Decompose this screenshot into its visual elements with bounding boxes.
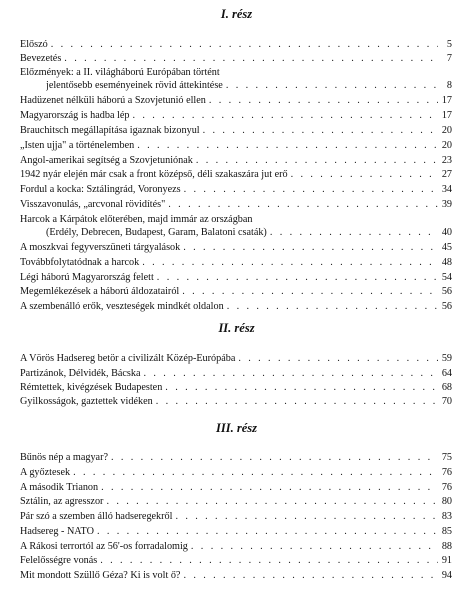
part3-title: III. rész [216, 421, 257, 435]
toc-entry [20, 481, 452, 494]
entry-page: 23 [441, 155, 452, 166]
entry-page: 91 [441, 555, 452, 566]
toc-entry [20, 256, 452, 269]
entry-page: 17 [441, 110, 452, 121]
toc-entry [20, 569, 452, 582]
toc-entry [20, 510, 452, 523]
toc-entry [20, 198, 452, 211]
entry-page: 45 [441, 242, 452, 253]
entry-page: 68 [441, 382, 452, 393]
toc-entry [20, 525, 452, 538]
entry-page: 85 [441, 526, 452, 537]
entry-page: 8 [446, 80, 452, 91]
toc-entry [20, 241, 452, 254]
toc-entry [20, 271, 452, 284]
entry-page: 83 [441, 511, 452, 522]
toc-entry [20, 124, 452, 137]
entry-title: Visszavonulás, „arcvonal rövidítés" [20, 199, 166, 210]
toc-entry [20, 168, 452, 181]
toc-entry [20, 300, 452, 313]
entry-title: A Vörös Hadsereg betör a civilizált Közép-Európába [20, 353, 236, 364]
entry-title: Pár szó a szemben álló hadseregekről [20, 511, 173, 522]
entry-page: 20 [441, 125, 452, 136]
entry-page: 7 [446, 53, 452, 64]
toc-entry [20, 285, 452, 298]
entry-title: Brauchitsch megállapítása igaznak bizonyul [20, 125, 200, 136]
entry-title: Felelősségre vonás [20, 555, 98, 566]
entry-page: 75 [441, 452, 452, 463]
entry-title: A szembenálló erők, veszteségek mindkét oldalon [20, 301, 224, 312]
entry-title: A második Trianon [20, 482, 99, 493]
toc-entry [46, 226, 452, 239]
entry-title: Gyilkosságok, gaztettek vidéken [20, 396, 153, 407]
entry-page: 48 [441, 257, 452, 268]
toc-entry [20, 466, 452, 479]
toc-entry [46, 79, 452, 92]
entry-page: 54 [441, 272, 452, 283]
entry-page: 56 [441, 301, 452, 312]
entry-title: Bűnös nép a magyar? [20, 452, 108, 463]
toc-entry [20, 367, 452, 380]
entry-title: Sztálin, az agresszor [20, 496, 104, 507]
entry-page: 17 [441, 95, 452, 106]
entry-title: Hadüzenet nélküli háború a Szovjetunió ellen [20, 95, 206, 106]
entry-title: Továbbfolytatódnak a harcok [20, 257, 140, 268]
entry-title-line1: Harcok a Kárpátok előterében, majd immár az országban [20, 214, 253, 225]
entry-page: 94 [441, 570, 452, 581]
entry-page: 20 [441, 140, 452, 151]
entry-title: jelentősebb eseményeinek rövid áttekintése [46, 80, 223, 91]
toc-entry [20, 451, 452, 464]
entry-title: Megemlékezések a háború áldozatairól [20, 286, 180, 297]
toc-entry [20, 183, 452, 196]
entry-title: (Erdély, Debrecen, Budapest, Garam, Balatoni csaták) [46, 227, 267, 238]
entry-title: A Rákosi terrortól az 56'-os forradalomig [20, 541, 188, 552]
entry-title: Légi háború Magyarország felett [20, 272, 154, 283]
entry-page: 70 [441, 396, 452, 407]
entry-title: Előszó [20, 39, 48, 50]
toc-entry [20, 109, 452, 122]
entry-page: 34 [441, 184, 452, 195]
entry-page: 40 [441, 227, 452, 238]
entry-title-line1: Előzmények: a II. világháború Európában történt [20, 67, 220, 78]
toc-entry [20, 554, 452, 567]
entry-page: 56 [441, 286, 452, 297]
entry-title: Magyarország is hadba lép [20, 110, 130, 121]
toc-entry [20, 495, 452, 508]
entry-title: 1942 nyár elején már csak a front középső, déli szakaszára jut erő [20, 169, 288, 180]
part2-title: II. rész [218, 321, 255, 335]
entry-page: 39 [441, 199, 452, 210]
toc-entry [20, 395, 452, 408]
entry-title: A moszkvai fegyverszüneti tárgyalások [20, 242, 181, 253]
entry-title: Partizánok, Délvidék, Bácska [20, 368, 141, 379]
toc-entry [20, 38, 452, 51]
toc-entry [20, 352, 452, 365]
entry-page: 76 [441, 482, 452, 493]
part1-title: I. rész [220, 7, 253, 21]
entry-page: 59 [441, 353, 452, 364]
entry-page: 64 [441, 368, 452, 379]
entry-title: „Isten ujja" a történelemben [20, 140, 135, 151]
entry-title: Hadsereg - NATO [20, 526, 94, 537]
entry-page: 76 [441, 467, 452, 478]
entry-title: Angol-amerikai segítség a Szovjetuniónak [20, 155, 193, 166]
toc-entry [20, 381, 452, 394]
toc-entry [20, 52, 452, 65]
entry-page: 5 [446, 39, 452, 50]
entry-page: 27 [441, 169, 452, 180]
toc-entry [20, 154, 452, 167]
entry-page: 88 [441, 541, 452, 552]
toc-entry [20, 139, 452, 152]
toc-entry [20, 94, 452, 107]
entry-title: Rémtettek, kivégzések Budapesten [20, 382, 163, 393]
entry-title: A győztesek [20, 467, 71, 478]
entry-title: Bevezetés [20, 53, 62, 64]
toc-entry [20, 540, 452, 553]
entry-title: Fordul a kocka: Sztálingrád, Voronyezs [20, 184, 181, 195]
entry-page: 80 [441, 496, 452, 507]
entry-title: Mit mondott Szüllő Géza? Ki is volt ő? [20, 570, 181, 581]
